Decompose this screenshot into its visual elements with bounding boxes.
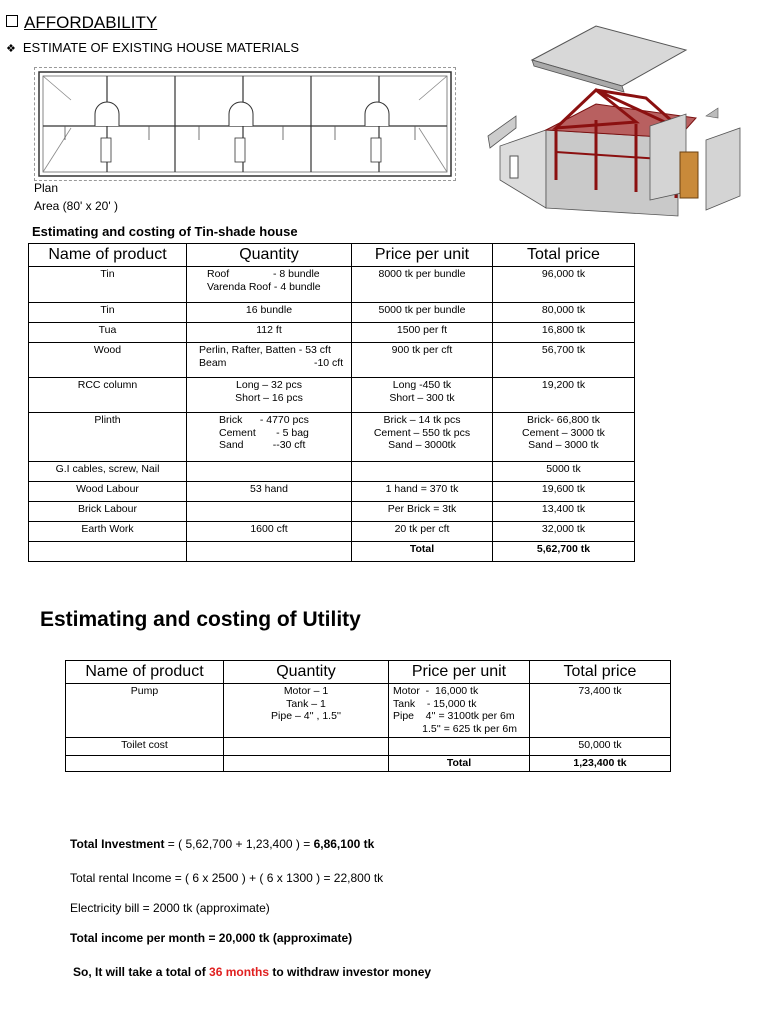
column-header: Total price (493, 244, 635, 267)
table-cell: Toilet cost (66, 738, 224, 756)
monthly-income-line: Total income per month = 20,000 tk (approximate) (70, 931, 353, 945)
table-cell: 50,000 tk (530, 738, 671, 756)
column-header: Price per unit (389, 661, 530, 684)
table-cell: 53 hand (187, 482, 352, 502)
table-cell: Pump (66, 684, 224, 738)
table-row (29, 413, 635, 462)
table-cell: Brick- 66,800 tk Cement – 3000 tk Sand – 3000 tk (493, 413, 635, 462)
table-cell: 56,700 tk (493, 343, 635, 378)
subheading-text: ESTIMATE OF EXISTING HOUSE MATERIALS (22, 40, 300, 55)
conclusion-line (73, 965, 431, 979)
table-cell: 13,400 tk (493, 502, 635, 522)
table-row (29, 303, 635, 323)
heading-title: AFFORDABILITY (24, 13, 158, 32)
utility-table (65, 660, 671, 772)
utility-caption: Estimating and costing of Utility (40, 608, 361, 631)
table-header-row (66, 661, 671, 684)
table-cell: 16,800 tk (493, 323, 635, 343)
table-cell: 96,000 tk (493, 267, 635, 303)
table-cell: Long – 32 pcs Short – 16 pcs (187, 378, 352, 413)
table-cell: Brick – 14 tk pcs Cement – 550 tk pcs Sand – 3000tk (352, 413, 493, 462)
table-cell (187, 502, 352, 522)
table-row (29, 522, 635, 542)
electricity-bill-line: Electricity bill = 2000 tk (approximate) (70, 901, 270, 915)
table-cell: Perlin, Rafter, Batten - 53 cft Beam -10 cft (187, 343, 352, 378)
table-cell: Wood (29, 343, 187, 378)
subheading (6, 40, 299, 55)
table-row (29, 267, 635, 303)
table-row (66, 684, 671, 738)
investment-expression: = ( 5,62,700 + 1,23,400 ) = (164, 837, 314, 851)
table-row (66, 738, 671, 756)
table-cell: Wood Labour (29, 482, 187, 502)
conclusion-text: to withdraw investor money (269, 965, 432, 979)
column-header: Quantity (224, 661, 389, 684)
conclusion-text: So, It will take a total of (73, 965, 210, 979)
column-header: Name of product (66, 661, 224, 684)
table-cell: 112 ft (187, 323, 352, 343)
table-cell: 73,400 tk (530, 684, 671, 738)
total-label: Total (352, 542, 493, 562)
house-3d-illustration (486, 20, 742, 218)
total-value: 5,62,700 tk (493, 542, 635, 562)
table-cell: Motor - 16,000 tk Tank - 15,000 tk Pipe 4'' = 3100tk per 6m 1.5'' = 625 tk per 6m (389, 684, 530, 738)
table-cell: Long -450 tk Short – 300 tk (352, 378, 493, 413)
investment-value: 6,86,100 tk (313, 837, 375, 851)
table-cell: 1500 per ft (352, 323, 493, 343)
table-row (29, 378, 635, 413)
table-cell: Tin (29, 303, 187, 323)
diamond-bullet-icon: ❖ (6, 43, 16, 55)
table-row (29, 462, 635, 482)
table-cell (187, 542, 352, 562)
total-value: 1,23,400 tk (530, 756, 671, 772)
months-highlight: 36 months (209, 965, 270, 979)
table-total-row (29, 542, 635, 562)
table-cell: 900 tk per cft (352, 343, 493, 378)
table-header-row (29, 244, 635, 267)
column-header: Name of product (29, 244, 187, 267)
table-cell: 19,200 tk (493, 378, 635, 413)
total-label: Total (389, 756, 530, 772)
table-cell: Plinth (29, 413, 187, 462)
table-cell: 1600 cft (187, 522, 352, 542)
column-header: Quantity (187, 244, 352, 267)
area-label: Area (80' x 20' ) (34, 199, 118, 213)
table-cell: 8000 tk per bundle (352, 267, 493, 303)
table-cell: Brick Labour (29, 502, 187, 522)
column-header: Price per unit (352, 244, 493, 267)
table-cell: G.I cables, screw, Nail (29, 462, 187, 482)
table-cell: Motor – 1 Tank – 1 Pipe – 4'' , 1.5'' (224, 684, 389, 738)
plan-label: Plan (34, 181, 59, 195)
table-cell (224, 738, 389, 756)
table-cell: 80,000 tk (493, 303, 635, 323)
table-cell: Per Brick = 3tk (352, 502, 493, 522)
table-total-row (66, 756, 671, 772)
table-row (29, 482, 635, 502)
tin-shade-table (28, 243, 635, 562)
investment-label: Total Investment (70, 837, 165, 851)
table-cell: Earth Work (29, 522, 187, 542)
table-cell: 16 bundle (187, 303, 352, 323)
table-cell: 5000 tk (493, 462, 635, 482)
house-illustration-svg (486, 20, 742, 218)
table-cell: 32,000 tk (493, 522, 635, 542)
table-cell (187, 462, 352, 482)
table-cell (389, 738, 530, 756)
table-row (29, 343, 635, 378)
table-cell (352, 462, 493, 482)
section-heading (6, 13, 157, 33)
table-row (29, 502, 635, 522)
table-cell: Brick - 4770 pcs Cement - 5 bag Sand --30 cft (187, 413, 352, 462)
table-cell: Tua (29, 323, 187, 343)
table-cell: RCC column (29, 378, 187, 413)
floor-plan-drawing (34, 67, 456, 181)
table-cell: 5000 tk per bundle (352, 303, 493, 323)
rental-income-line: Total rental Income = ( 6 x 2500 ) + ( 6 x 1300 ) = 22,800 tk (70, 871, 384, 885)
table-cell (29, 542, 187, 562)
column-header: Total price (530, 661, 671, 684)
table-cell (66, 756, 224, 772)
tin-shade-caption: Estimating and costing of Tin-shade house (32, 224, 298, 239)
table-row (29, 323, 635, 343)
table-cell (224, 756, 389, 772)
table-cell: Tin (29, 267, 187, 303)
table-cell: 1 hand = 370 tk (352, 482, 493, 502)
table-cell: 20 tk per cft (352, 522, 493, 542)
table-cell: Roof - 8 bundle Varenda Roof - 4 bundle (187, 267, 352, 303)
table-cell: 19,600 tk (493, 482, 635, 502)
checkbox-bullet-icon (6, 15, 18, 27)
floor-plan-svg (35, 68, 455, 180)
total-investment-line (70, 837, 374, 851)
